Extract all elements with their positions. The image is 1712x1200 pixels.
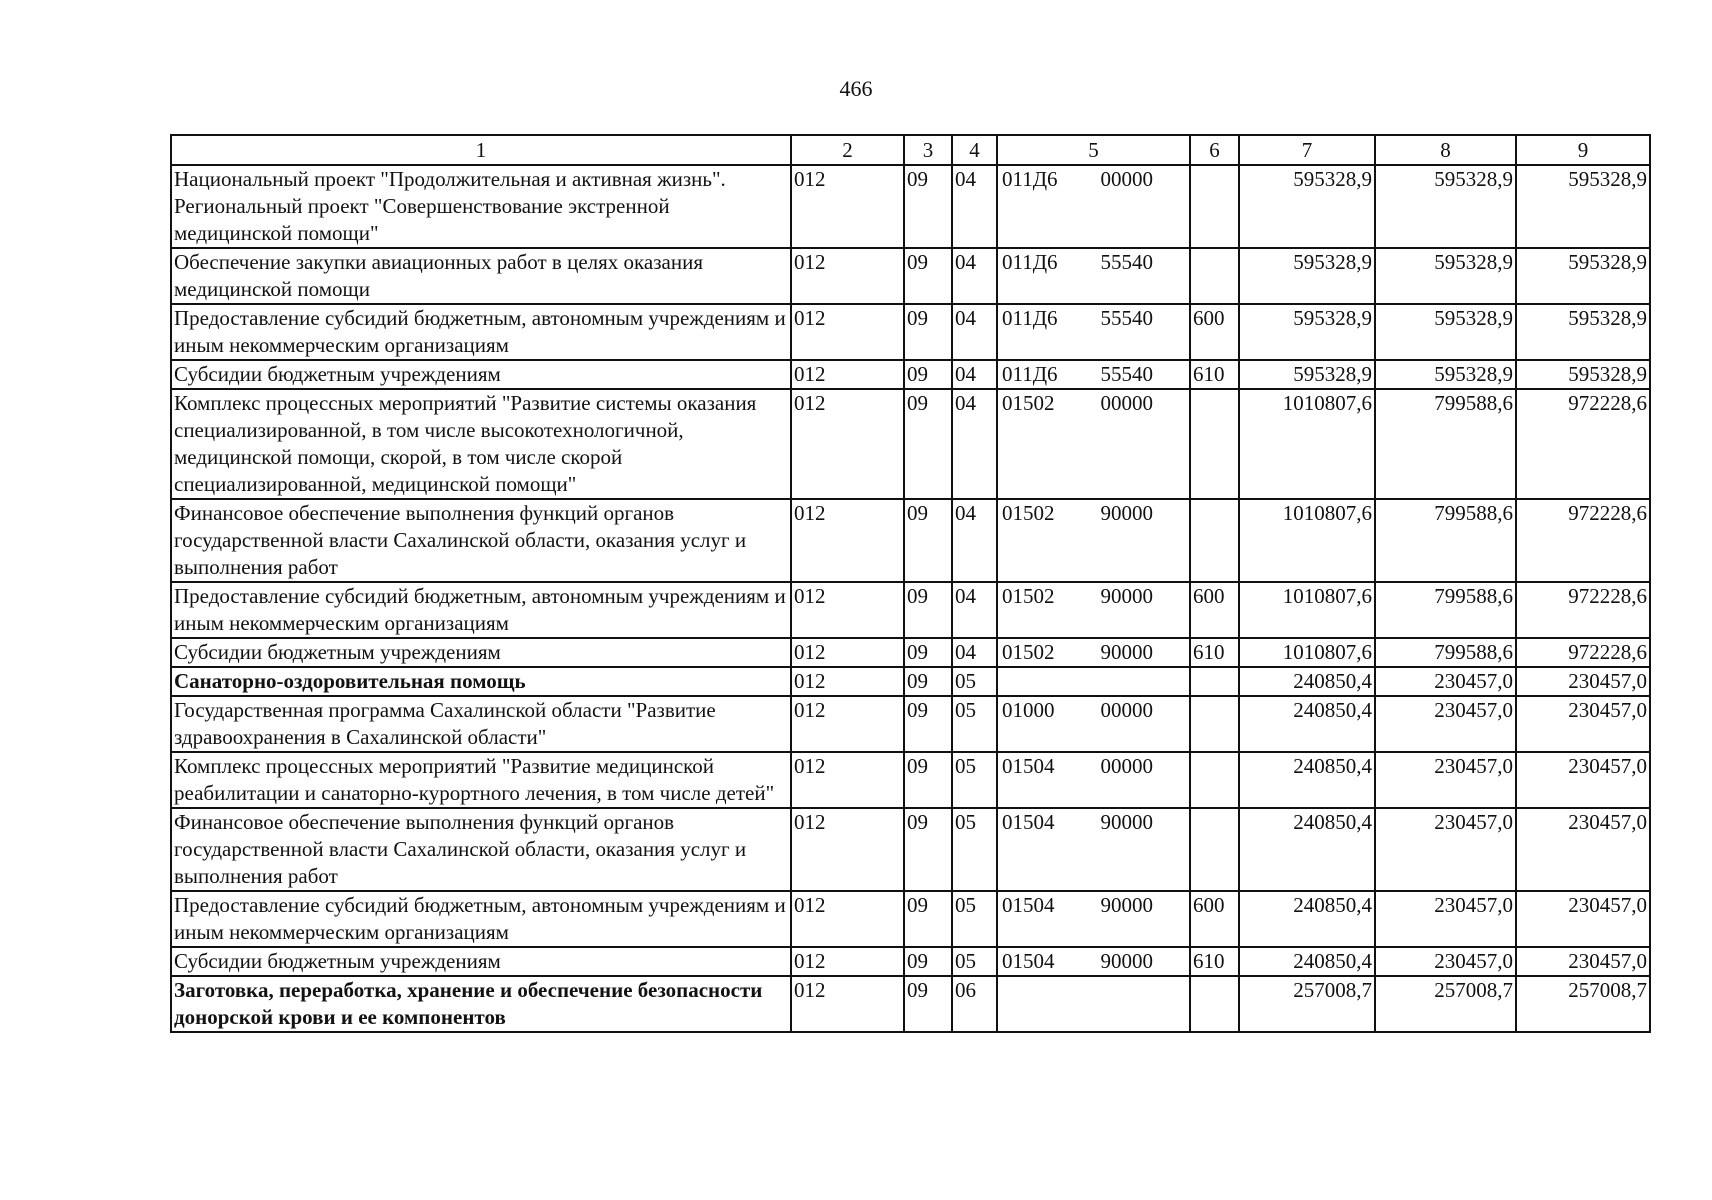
subsection-code: 04 xyxy=(952,360,997,389)
expense-type-code: 610 xyxy=(1190,638,1239,667)
amount-col-9: 972228,6 xyxy=(1516,582,1650,638)
admin-code: 012 xyxy=(791,947,904,976)
amount-col-7: 595328,9 xyxy=(1239,360,1375,389)
target-article-code xyxy=(997,808,1190,891)
section-code: 09 xyxy=(904,752,952,808)
section-code: 09 xyxy=(904,389,952,499)
row-name: Комплекс процессных мероприятий "Развитие медицинской реабилитации и санаторно-курортного лечения, в том числе детей" xyxy=(171,752,791,808)
subsection-code: 04 xyxy=(952,304,997,360)
amount-col-8: 595328,9 xyxy=(1375,304,1516,360)
amount-col-8: 230457,0 xyxy=(1375,667,1516,696)
table-body xyxy=(171,165,1650,1032)
amount-col-9: 230457,0 xyxy=(1516,696,1650,752)
target-article-code-parts xyxy=(1000,390,1187,417)
target-article-direction: 55540 xyxy=(1100,306,1153,330)
admin-code: 012 xyxy=(791,248,904,304)
row-name: Санаторно-оздоровительная помощь xyxy=(171,667,791,696)
target-article-code-parts xyxy=(1000,361,1187,388)
amount-col-9: 230457,0 xyxy=(1516,752,1650,808)
target-article-code xyxy=(997,696,1190,752)
target-article-code-parts xyxy=(1000,583,1187,610)
row-name: Комплекс процессных мероприятий "Развитие системы оказания специализированной, в том числе высокотехнологичной, медицинской помощи, скорой, в том числе скорой специализированной, медицинской помощи" xyxy=(171,389,791,499)
row-name: Субсидии бюджетным учреждениям xyxy=(171,638,791,667)
target-article-code-parts xyxy=(1000,697,1187,724)
target-article-direction: 00000 xyxy=(1100,754,1153,778)
subsection-code: 06 xyxy=(952,976,997,1032)
amount-col-7: 595328,9 xyxy=(1239,165,1375,248)
target-article-code-parts xyxy=(1000,166,1187,193)
target-article-program: 01504 xyxy=(1002,893,1055,917)
amount-col-9: 595328,9 xyxy=(1516,360,1650,389)
subsection-code: 05 xyxy=(952,947,997,976)
expense-type-code: 600 xyxy=(1190,304,1239,360)
amount-col-7: 240850,4 xyxy=(1239,696,1375,752)
subsection-code: 04 xyxy=(952,582,997,638)
table-row xyxy=(171,808,1650,891)
expense-type-code: 600 xyxy=(1190,582,1239,638)
amount-col-9: 595328,9 xyxy=(1516,165,1650,248)
section-code: 09 xyxy=(904,304,952,360)
amount-col-7: 240850,4 xyxy=(1239,667,1375,696)
admin-code: 012 xyxy=(791,696,904,752)
target-article-direction: 00000 xyxy=(1100,698,1153,722)
target-article-code xyxy=(997,304,1190,360)
amount-col-9: 230457,0 xyxy=(1516,667,1650,696)
row-name: Финансовое обеспечение выполнения функций органов государственной власти Сахалинской области, оказания услуг и выполнения работ xyxy=(171,499,791,582)
target-article-code xyxy=(997,360,1190,389)
admin-code: 012 xyxy=(791,499,904,582)
target-article-program: 01504 xyxy=(1002,754,1055,778)
column-header: 6 xyxy=(1190,135,1239,165)
table-row xyxy=(171,752,1650,808)
table-row xyxy=(171,304,1650,360)
target-article-program: 011Д6 xyxy=(1002,306,1058,330)
target-article-code xyxy=(997,752,1190,808)
subsection-code: 05 xyxy=(952,808,997,891)
section-code: 09 xyxy=(904,638,952,667)
table-row xyxy=(171,891,1650,947)
table-row xyxy=(171,360,1650,389)
admin-code: 012 xyxy=(791,582,904,638)
table-row xyxy=(171,389,1650,499)
amount-col-7: 240850,4 xyxy=(1239,752,1375,808)
admin-code: 012 xyxy=(791,304,904,360)
amount-col-7: 240850,4 xyxy=(1239,808,1375,891)
amount-col-8: 230457,0 xyxy=(1375,696,1516,752)
target-article-code xyxy=(997,947,1190,976)
target-article-code xyxy=(997,389,1190,499)
amount-col-7: 240850,4 xyxy=(1239,947,1375,976)
admin-code: 012 xyxy=(791,638,904,667)
amount-col-7: 257008,7 xyxy=(1239,976,1375,1032)
expense-type-code xyxy=(1190,165,1239,248)
amount-col-9: 257008,7 xyxy=(1516,976,1650,1032)
admin-code: 012 xyxy=(791,165,904,248)
subsection-code: 04 xyxy=(952,248,997,304)
column-header: 1 xyxy=(171,135,791,165)
column-header: 8 xyxy=(1375,135,1516,165)
section-code: 09 xyxy=(904,891,952,947)
target-article-direction: 90000 xyxy=(1100,810,1153,834)
subsection-code: 05 xyxy=(952,696,997,752)
row-name: Государственная программа Сахалинской области "Развитие здравоохранения в Сахалинской области" xyxy=(171,696,791,752)
amount-col-8: 230457,0 xyxy=(1375,808,1516,891)
column-header: 3 xyxy=(904,135,952,165)
amount-col-7: 595328,9 xyxy=(1239,304,1375,360)
header-row xyxy=(171,135,1650,165)
target-article-direction: 90000 xyxy=(1100,893,1153,917)
target-article-code xyxy=(997,638,1190,667)
expense-type-code xyxy=(1190,752,1239,808)
subsection-code: 05 xyxy=(952,891,997,947)
amount-col-7: 1010807,6 xyxy=(1239,638,1375,667)
admin-code: 012 xyxy=(791,752,904,808)
column-header: 9 xyxy=(1516,135,1650,165)
section-code: 09 xyxy=(904,947,952,976)
amount-col-9: 230457,0 xyxy=(1516,891,1650,947)
target-article-code-parts xyxy=(1000,639,1187,666)
target-article-direction: 00000 xyxy=(1100,167,1153,191)
amount-col-9: 972228,6 xyxy=(1516,499,1650,582)
amount-col-8: 257008,7 xyxy=(1375,976,1516,1032)
section-code: 09 xyxy=(904,696,952,752)
target-article-code xyxy=(997,165,1190,248)
row-name: Заготовка, переработка, хранение и обеспечение безопасности донорской крови и ее компонентов xyxy=(171,976,791,1032)
amount-col-7: 1010807,6 xyxy=(1239,499,1375,582)
expense-type-code: 610 xyxy=(1190,360,1239,389)
admin-code: 012 xyxy=(791,667,904,696)
amount-col-9: 972228,6 xyxy=(1516,389,1650,499)
expense-type-code: 610 xyxy=(1190,947,1239,976)
budget-table xyxy=(170,134,1651,1033)
target-article-code-parts xyxy=(1000,500,1187,527)
section-code: 09 xyxy=(904,248,952,304)
target-article-direction: 90000 xyxy=(1100,584,1153,608)
table-row xyxy=(171,582,1650,638)
amount-col-9: 595328,9 xyxy=(1516,248,1650,304)
amount-col-9: 595328,9 xyxy=(1516,304,1650,360)
row-name: Предоставление субсидий бюджетным, автономным учреждениям и иным некоммерческим организациям xyxy=(171,582,791,638)
target-article-direction: 55540 xyxy=(1100,250,1153,274)
amount-col-9: 230457,0 xyxy=(1516,947,1650,976)
subsection-code: 05 xyxy=(952,752,997,808)
amount-col-8: 230457,0 xyxy=(1375,752,1516,808)
amount-col-8: 595328,9 xyxy=(1375,248,1516,304)
expense-type-code xyxy=(1190,667,1239,696)
section-code: 09 xyxy=(904,582,952,638)
target-article-program: 01502 xyxy=(1002,584,1055,608)
expense-type-code xyxy=(1190,389,1239,499)
subsection-code: 04 xyxy=(952,638,997,667)
target-article-code xyxy=(997,667,1190,696)
section-code: 09 xyxy=(904,360,952,389)
target-article-code-parts xyxy=(1000,753,1187,780)
amount-col-8: 799588,6 xyxy=(1375,389,1516,499)
table-row xyxy=(171,976,1650,1032)
row-name: Субсидии бюджетным учреждениям xyxy=(171,360,791,389)
amount-col-9: 972228,6 xyxy=(1516,638,1650,667)
row-name: Предоставление субсидий бюджетным, автономным учреждениям и иным некоммерческим организациям xyxy=(171,891,791,947)
admin-code: 012 xyxy=(791,976,904,1032)
target-article-direction: 90000 xyxy=(1100,501,1153,525)
table-row xyxy=(171,165,1650,248)
section-code: 09 xyxy=(904,165,952,248)
expense-type-code xyxy=(1190,499,1239,582)
row-name: Субсидии бюджетным учреждениям xyxy=(171,947,791,976)
amount-col-9: 230457,0 xyxy=(1516,808,1650,891)
target-article-code-parts xyxy=(1000,809,1187,836)
admin-code: 012 xyxy=(791,389,904,499)
subsection-code: 04 xyxy=(952,389,997,499)
amount-col-7: 240850,4 xyxy=(1239,891,1375,947)
target-article-code-parts xyxy=(1000,892,1187,919)
subsection-code: 05 xyxy=(952,667,997,696)
column-header: 7 xyxy=(1239,135,1375,165)
target-article-program: 01504 xyxy=(1002,810,1055,834)
amount-col-8: 799588,6 xyxy=(1375,638,1516,667)
target-article-direction: 90000 xyxy=(1100,949,1153,973)
column-header: 2 xyxy=(791,135,904,165)
amount-col-8: 799588,6 xyxy=(1375,582,1516,638)
target-article-direction: 90000 xyxy=(1100,640,1153,664)
amount-col-7: 595328,9 xyxy=(1239,248,1375,304)
table-row xyxy=(171,696,1650,752)
amount-col-8: 595328,9 xyxy=(1375,360,1516,389)
expense-type-code xyxy=(1190,696,1239,752)
amount-col-8: 230457,0 xyxy=(1375,891,1516,947)
target-article-program: 01502 xyxy=(1002,501,1055,525)
target-article-code xyxy=(997,891,1190,947)
row-name: Обеспечение закупки авиационных работ в целях оказания медицинской помощи xyxy=(171,248,791,304)
target-article-program: 011Д6 xyxy=(1002,362,1058,386)
column-header: 4 xyxy=(952,135,997,165)
target-article-code xyxy=(997,976,1190,1032)
page-number: 466 xyxy=(839,76,873,101)
table-row xyxy=(171,947,1650,976)
amount-col-7: 1010807,6 xyxy=(1239,389,1375,499)
target-article-code-parts xyxy=(1000,305,1187,332)
expense-type-code xyxy=(1190,808,1239,891)
expense-type-code xyxy=(1190,248,1239,304)
admin-code: 012 xyxy=(791,808,904,891)
expense-type-code xyxy=(1190,976,1239,1032)
row-name: Финансовое обеспечение выполнения функций органов государственной власти Сахалинской области, оказания услуг и выполнения работ xyxy=(171,808,791,891)
subsection-code: 04 xyxy=(952,499,997,582)
table-row xyxy=(171,248,1650,304)
target-article-program: 01000 xyxy=(1002,698,1055,722)
admin-code: 012 xyxy=(791,360,904,389)
target-article-code-parts xyxy=(1000,948,1187,975)
amount-col-8: 230457,0 xyxy=(1375,947,1516,976)
section-code: 09 xyxy=(904,976,952,1032)
target-article-code-parts xyxy=(1000,249,1187,276)
subsection-code: 04 xyxy=(952,165,997,248)
row-name: Национальный проект "Продолжительная и активная жизнь". Региональный проект "Совершенствование экстренной медицинской помощи" xyxy=(171,165,791,248)
target-article-program: 01504 xyxy=(1002,949,1055,973)
target-article-program: 01502 xyxy=(1002,640,1055,664)
target-article-program: 01502 xyxy=(1002,391,1055,415)
table-row xyxy=(171,499,1650,582)
column-header: 5 xyxy=(997,135,1190,165)
amount-col-8: 595328,9 xyxy=(1375,165,1516,248)
target-article-direction: 00000 xyxy=(1100,391,1153,415)
section-code: 09 xyxy=(904,667,952,696)
section-code: 09 xyxy=(904,808,952,891)
table-row xyxy=(171,667,1650,696)
target-article-code xyxy=(997,499,1190,582)
row-name: Предоставление субсидий бюджетным, автономным учреждениям и иным некоммерческим организациям xyxy=(171,304,791,360)
target-article-program: 011Д6 xyxy=(1002,250,1058,274)
section-code: 09 xyxy=(904,499,952,582)
table-header xyxy=(171,135,1650,165)
target-article-code xyxy=(997,248,1190,304)
target-article-direction: 55540 xyxy=(1100,362,1153,386)
admin-code: 012 xyxy=(791,891,904,947)
amount-col-8: 799588,6 xyxy=(1375,499,1516,582)
table-row xyxy=(171,638,1650,667)
target-article-program: 011Д6 xyxy=(1002,167,1058,191)
expense-type-code: 600 xyxy=(1190,891,1239,947)
target-article-code xyxy=(997,582,1190,638)
amount-col-7: 1010807,6 xyxy=(1239,582,1375,638)
